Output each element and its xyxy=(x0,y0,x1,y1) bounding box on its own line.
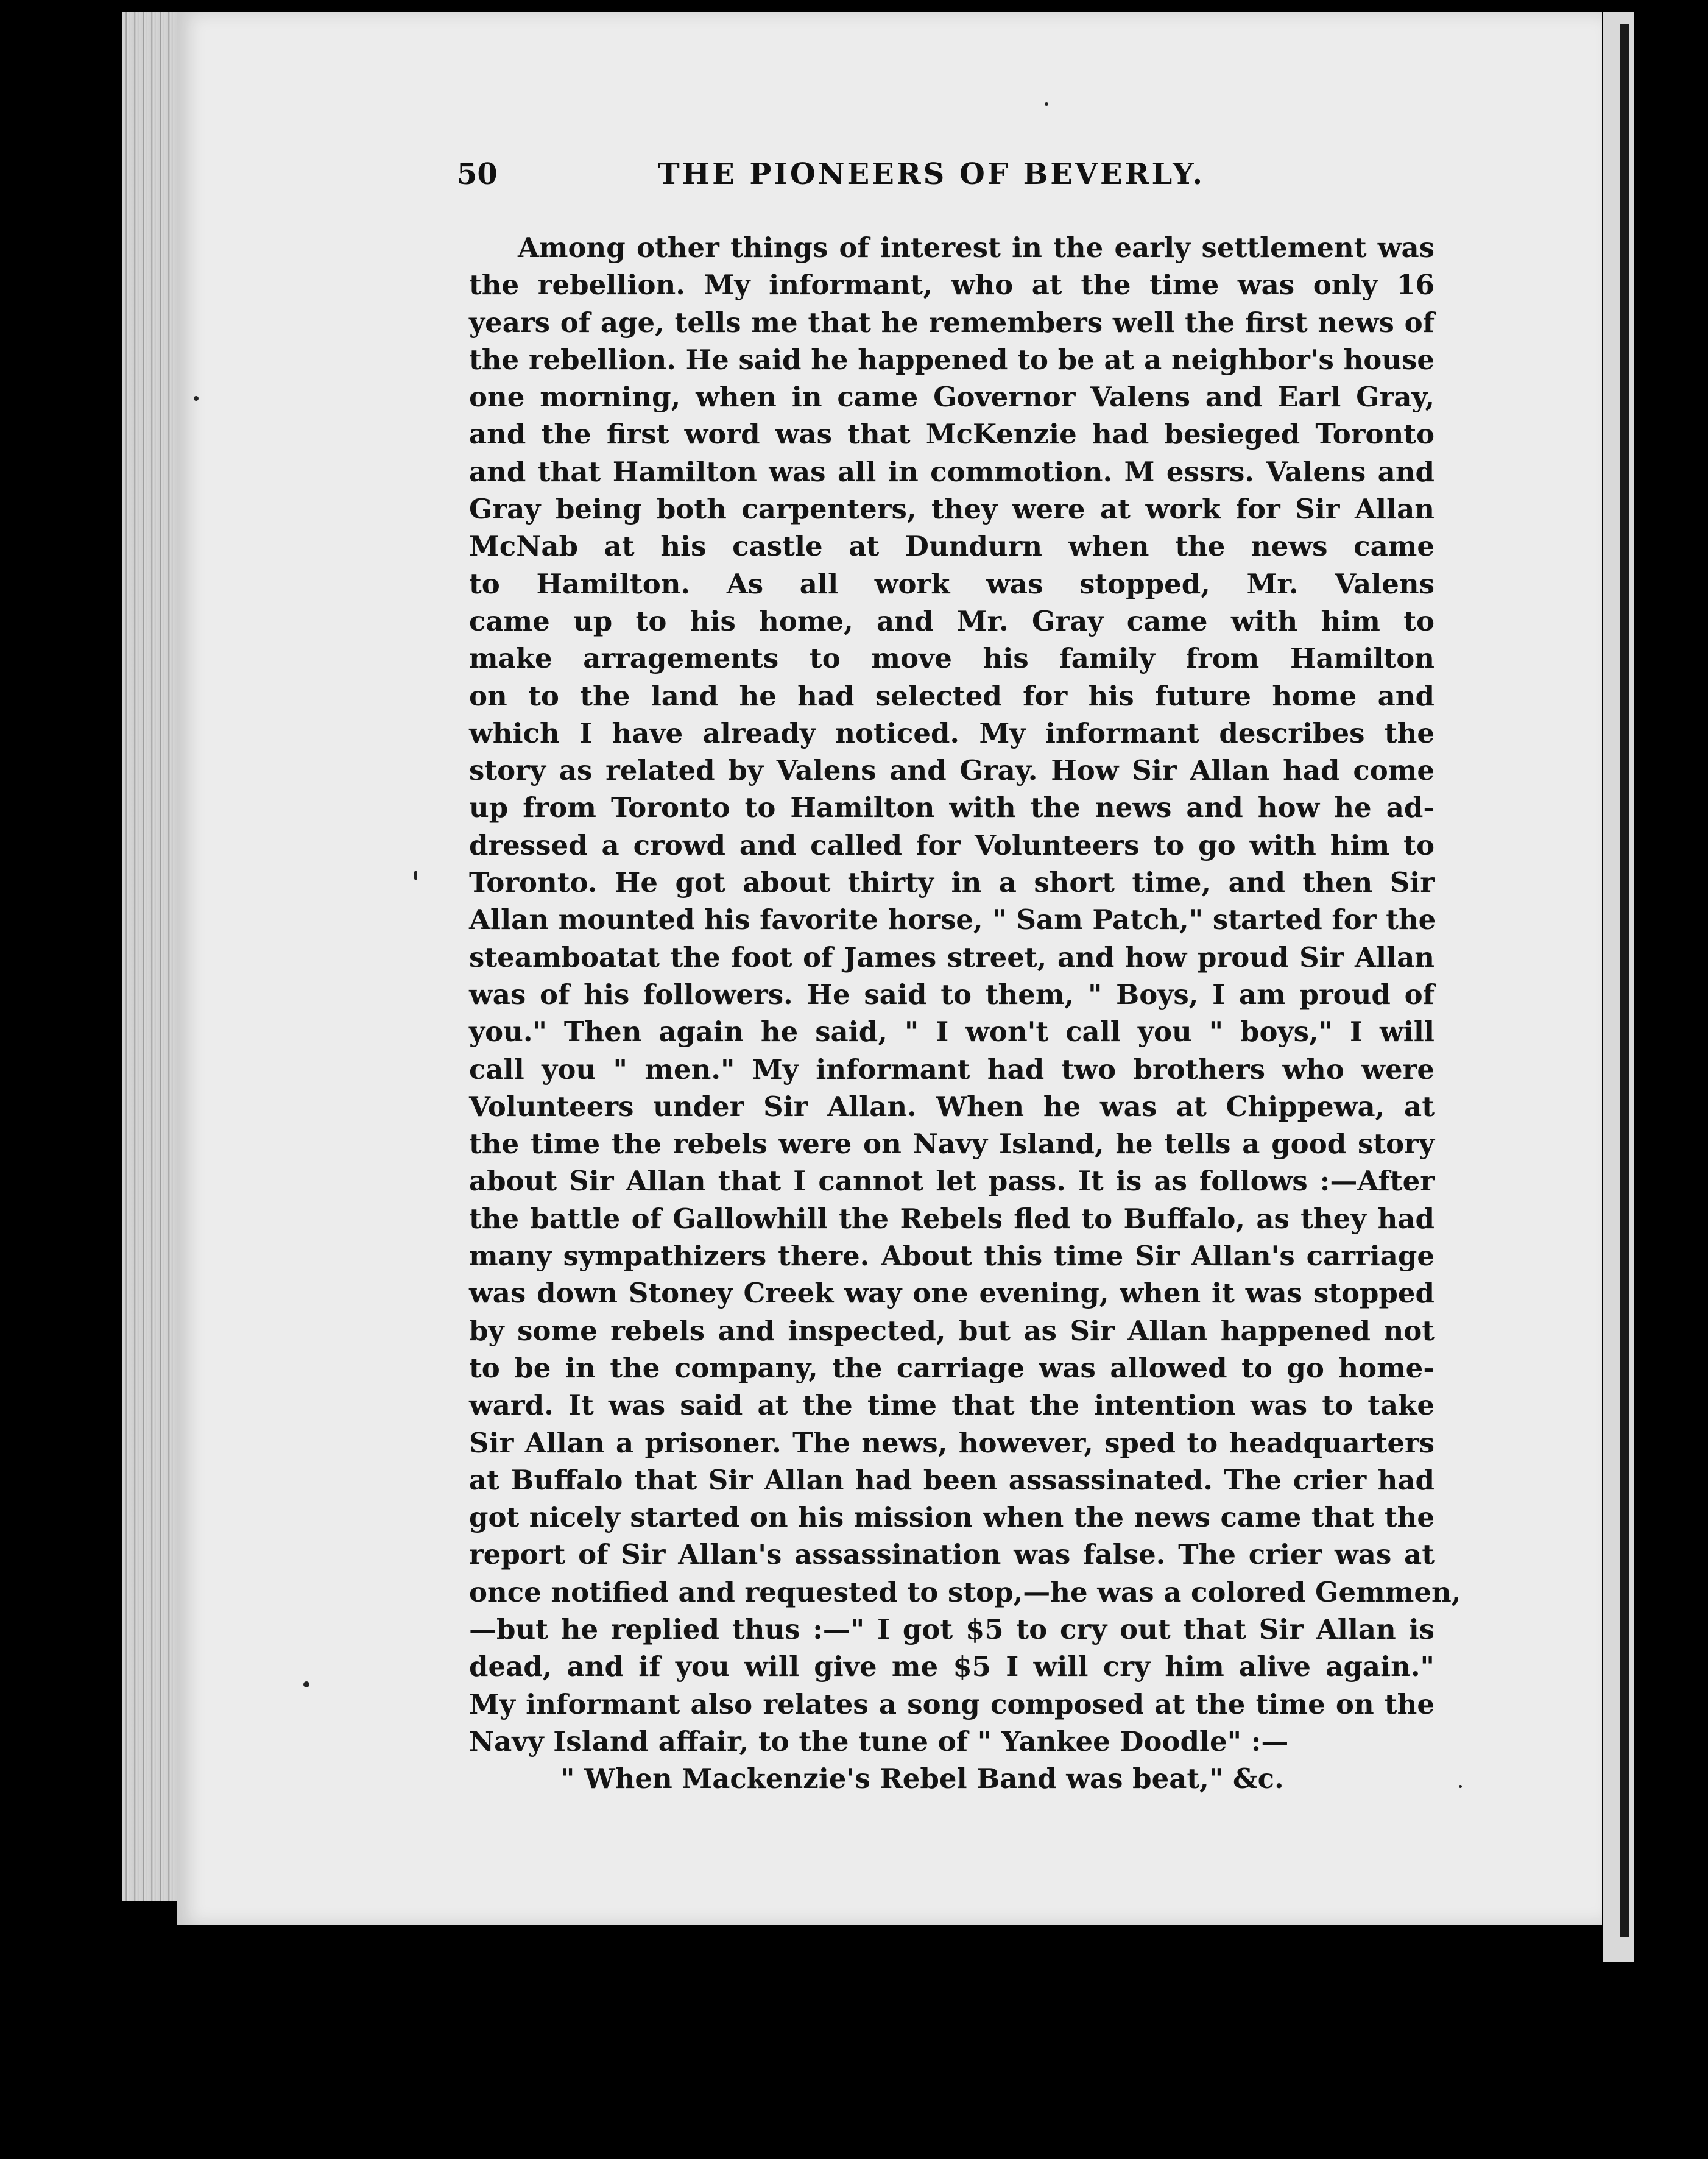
facing-page-edge xyxy=(1603,12,1634,1962)
text-line: to Hamilton. As all work was stopped, Mr. Valens xyxy=(469,567,1435,600)
text-line: My informant also relates a song composed at the time on the xyxy=(469,1687,1435,1720)
text-line: and that Hamilton was all in commotion. M essrs. Valens and xyxy=(469,455,1435,488)
gutter-shadow xyxy=(1620,24,1629,1937)
text-line: about Sir Allan that I cannot let pass. It is as follows :—After xyxy=(469,1165,1435,1198)
text-line: the rebellion. My informant, who at the time was only 16 xyxy=(469,269,1435,302)
dust-speck xyxy=(414,871,417,880)
text-line: the battle of Gallowhill the Rebels fled to Buffalo, as they had xyxy=(469,1202,1435,1235)
text-line: once notified and requested to stop,—he was a colored Gemmen, xyxy=(469,1575,1461,1608)
text-line: up from Toronto to Hamilton with the news and how he ad- xyxy=(469,791,1435,824)
text-line: and the first word was that McKenzie had besieged Toronto xyxy=(469,418,1435,451)
body-text xyxy=(469,229,1461,1797)
text-line: at Buffalo that Sir Allan had been assassinated. The crier had xyxy=(469,1463,1435,1496)
text-line: on to the land he had selected for his future home and xyxy=(469,679,1435,712)
text-line: got nicely started on his mission when the news came that the xyxy=(469,1501,1435,1534)
text-line: the time the rebels were on Navy Island, he tells a good story xyxy=(469,1128,1435,1161)
text-line: steamboatat the foot of James street, and how proud Sir Allan xyxy=(469,941,1435,973)
text-line: Gray being both carpenters, they were at work for Sir Allan xyxy=(469,493,1435,526)
text-line: the rebellion. He said he happened to be at a neighbor's house xyxy=(469,343,1435,376)
text-line: was of his followers. He said to them, " Boys, I am proud of xyxy=(469,978,1435,1011)
dust-speck xyxy=(1459,1785,1462,1788)
text-line: McNab at his castle at Dundurn when the news came xyxy=(469,530,1435,563)
text-line: by some rebels and inspected, but as Sir Allan happened not xyxy=(469,1314,1435,1347)
text-line: story as related by Valens and Gray. How Sir Allan had come xyxy=(469,754,1435,787)
text-line: one morning, when in came Governor Valens and Earl Gray, xyxy=(469,381,1435,414)
text-line: dressed a crowd and called for Volunteers to go with him to xyxy=(469,829,1435,861)
text-line: Allan mounted his favorite horse, " Sam Patch," started for the xyxy=(469,903,1436,936)
text-line: call you " men." My informant had two brothers who were xyxy=(469,1053,1435,1086)
page-number: 50 xyxy=(457,157,498,191)
dust-speck xyxy=(303,1681,309,1687)
text-line: many sympathizers there. About this time Sir Allan's carriage xyxy=(469,1240,1435,1273)
text-line: which I have already noticed. My informant describes the xyxy=(469,716,1435,749)
dust-speck xyxy=(194,396,199,401)
dust-speck xyxy=(1045,102,1048,106)
text-line: years of age, tells me that he remembers well the first news of xyxy=(469,306,1435,339)
text-line: " When Mackenzie's Rebel Band was beat," &c. xyxy=(560,1762,1284,1795)
text-line: came up to his home, and Mr. Gray came with him to xyxy=(469,604,1435,637)
running-title: THE PIONEERS OF BEVERLY. xyxy=(658,157,1205,191)
text-line: —but he replied thus :—" I got $5 to cry out that Sir Allan is xyxy=(469,1613,1435,1645)
text-line: Toronto. He got about thirty in a short time, and then Sir xyxy=(469,866,1435,899)
text-line: Among other things of interest in the early settlement was xyxy=(518,231,1435,264)
text-line: make arragements to move his family from Hamilton xyxy=(469,642,1435,675)
text-line: ward. It was said at the time that the intention was to take xyxy=(469,1389,1435,1422)
text-line: Sir Allan a prisoner. The news, however, sped to headquarters xyxy=(469,1426,1435,1459)
text-line: report of Sir Allan's assassination was false. The crier was at xyxy=(469,1538,1435,1571)
text-line: was down Stoney Creek way one evening, when it was stopped xyxy=(469,1277,1435,1310)
text-line: you." Then again he said, " I won't call you " boys," I will xyxy=(469,1016,1435,1048)
text-line: to be in the company, the carriage was allowed to go home- xyxy=(469,1351,1435,1384)
text-line: Navy Island affair, to the tune of " Yankee Doodle" :— xyxy=(469,1725,1289,1758)
text-line: dead, and if you will give me $5 I will cry him alive again." xyxy=(469,1650,1435,1683)
text-line: Volunteers under Sir Allan. When he was at Chippewa, at xyxy=(469,1090,1435,1123)
